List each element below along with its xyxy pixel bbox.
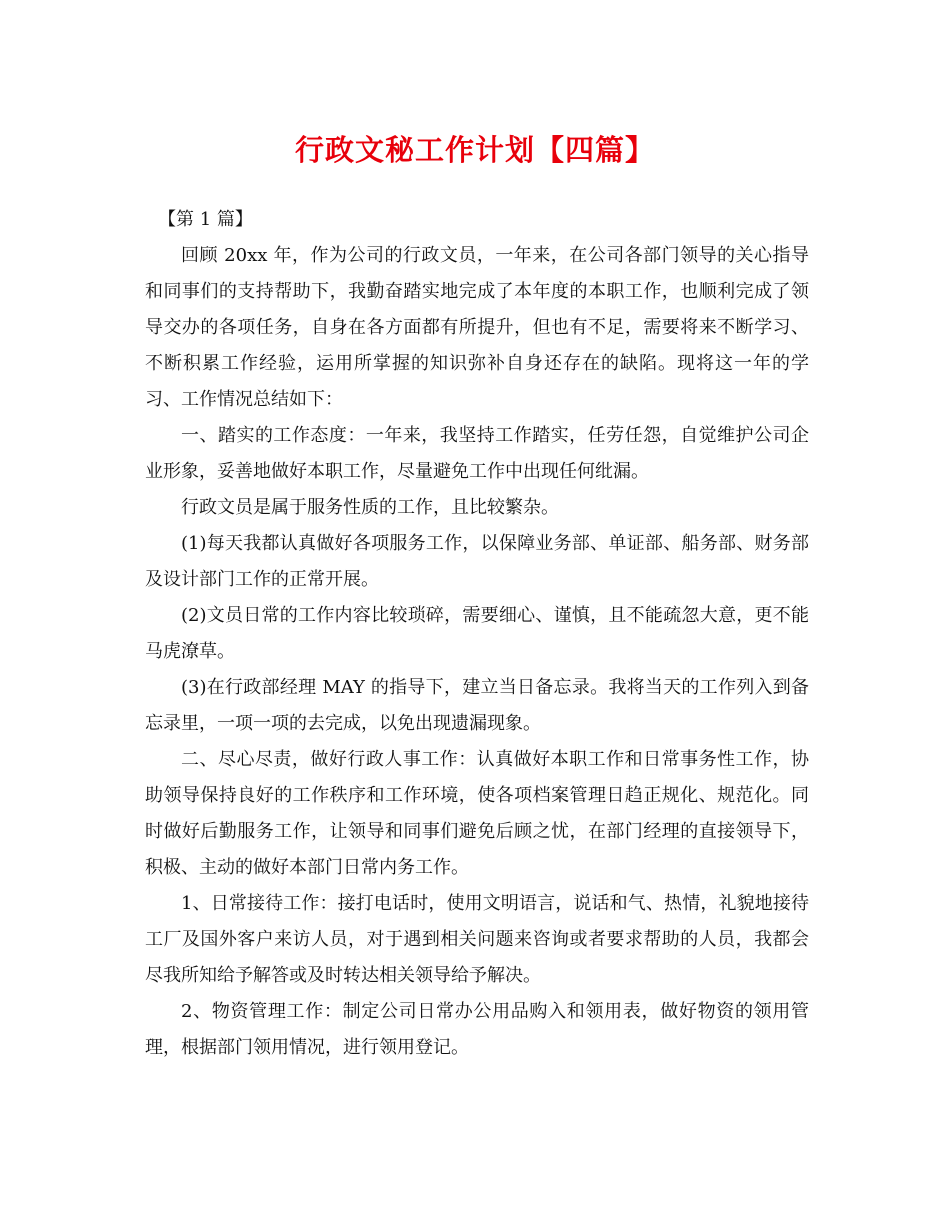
paragraph-work-attitude: 一、踏实的工作态度：一年来，我坚持工作踏实，任劳任怨，自觉维护公司企业形象，妥善地做好本职工作，尽量避免工作中出现任何纰漏。 bbox=[145, 425, 809, 482]
paragraph-item-2: (2)文员日常的工作内容比较琐碎，需要细心、谨慎，且不能疏忽大意，更不能马虎潦草。 bbox=[145, 605, 809, 662]
section-label: 【第 1 篇】 bbox=[158, 209, 253, 230]
paragraph-materials: 2、物资管理工作：制定公司日常办公用品购入和领用表，做好物资的领用管理，根据部门领用情况，进行领用登记。 bbox=[145, 1001, 809, 1058]
paragraph-item-3: (3)在行政部经理 MAY 的指导下，建立当日备忘录。我将当天的工作列入到备忘录里，一项一项的去完成，以免出现遗漏现象。 bbox=[145, 677, 809, 734]
document-body bbox=[145, 202, 809, 1066]
paragraph-reception: 1、日常接待工作：接打电话时，使用文明语言，说话和气、热情，礼貌地接待工厂及国外客户来访人员，对于遇到相关问题来咨询或者要求帮助的人员，我都会尽我所知给予解答或及时转达相关领导给予解决。 bbox=[145, 893, 809, 986]
paragraph-service-nature: 行政文员是属于服务性质的工作，且比较繁杂。 bbox=[181, 497, 559, 518]
paragraph-item-1: (1)每天我都认真做好各项服务工作，以保障业务部、单证部、船务部、财务部及设计部门工作的正常开展。 bbox=[145, 533, 809, 590]
paragraph-intro: 回顾 20xx 年，作为公司的行政文员，一年来，在公司各部门领导的关心指导和同事们的支持帮助下，我勤奋踏实地完成了本年度的本职工作，也顺利完成了领导交办的各项任务，自身在各方面都有所提升，但也有不足，需要将来不断学习、不断积累工作经验，运用所掌握的知识弥补自身还存在的缺陷。现将这一年的学习、工作情况总结如下： bbox=[145, 245, 809, 410]
document-title: 行政文秘工作计划【四篇】 bbox=[294, 133, 655, 167]
paragraph-hr-work: 二、尽心尽责，做好行政人事工作：认真做好本职工作和日常事务性工作，协助领导保持良好的工作秩序和工作环境，使各项档案管理日趋正规化、规范化。同时做好后勤服务工作，让领导和同事们避免后顾之忧，在部门经理的直接领导下，积极、主动的做好本部门日常内务工作。 bbox=[145, 749, 809, 878]
